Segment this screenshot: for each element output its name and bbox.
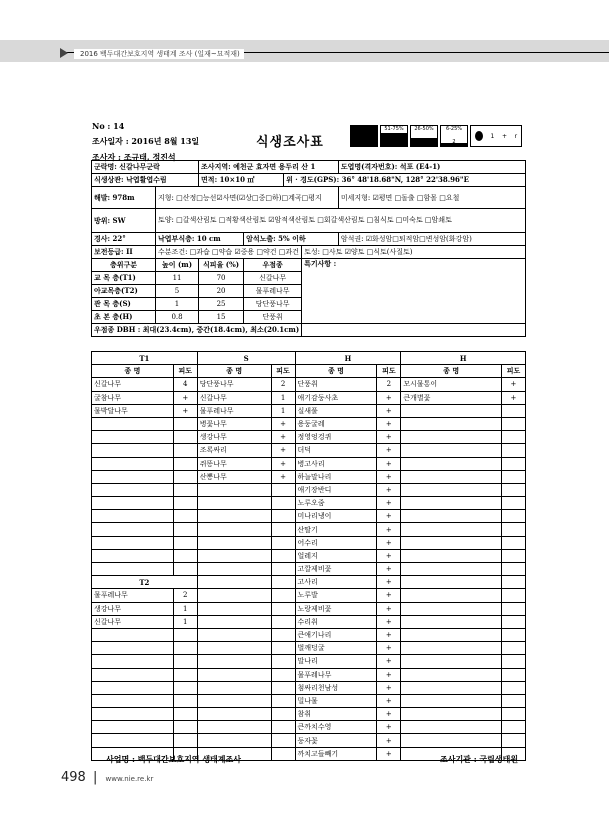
h1-species: 얼레지: [295, 549, 377, 562]
group-h1: H: [295, 352, 401, 365]
h1-species: 노루발: [295, 589, 377, 602]
layer-row: 관 목 층(S) 1 25 당단풍나무: [92, 298, 526, 311]
h1-cover: +: [377, 510, 401, 523]
h1-cover: +: [377, 628, 401, 641]
t1-cover: +: [173, 404, 197, 417]
h1-species: 까치고들빼기: [295, 747, 377, 760]
litter-depth: 낙엽부식층: 10 cm: [156, 233, 244, 246]
s-cover: 1: [271, 404, 295, 417]
table-row: [92, 431, 526, 444]
h1-cover: +: [377, 497, 401, 510]
cover-symbols: [470, 125, 522, 147]
h1-species: 단풍취: [295, 378, 377, 391]
site-info-table: [91, 160, 526, 337]
running-title: 2016 백두대간보호지역 생태계 조사 (일재~묘적재): [74, 49, 244, 59]
h1-cover: +: [377, 721, 401, 734]
cover-label-1: 1: [490, 132, 495, 140]
h1-cover: +: [377, 747, 401, 760]
dominant-dbh: 우점종 DBH : 최대(23.4cm), 중간(18.4cm), 최소(20.1cm): [92, 324, 302, 337]
col-species: 종 명: [295, 365, 377, 378]
table-row: [92, 721, 526, 734]
table-row: [92, 589, 526, 602]
scale-label: 51-75%: [384, 126, 404, 132]
h1-cover: +: [377, 391, 401, 404]
table-row: [92, 391, 526, 404]
slope: 경사: 22°: [92, 233, 156, 246]
remarks: 특기사항 :: [302, 259, 526, 324]
s-cover: +: [271, 417, 295, 430]
h1-species: 큰까치수영: [295, 721, 377, 734]
soil-type: 토양: □갈색산림토 □적황색산림토 ☑암적색산림토 □회갈색산림토 □침식토 □미숙토 □암쇄토: [156, 209, 526, 233]
s-species: 조록싸리: [197, 444, 271, 457]
h1-cover: +: [377, 536, 401, 549]
h1-species: 둥자꽃: [295, 734, 377, 747]
layer-header-height: 높이 (m): [156, 259, 199, 272]
header-marker-icon: [60, 48, 68, 58]
h1-cover: +: [377, 444, 401, 457]
altitude: 해발: 978m: [92, 187, 156, 209]
cover-label-r: r: [514, 132, 518, 140]
microterrain: 미세지형: ☑평면 □돌출 □함몰 □요철: [338, 187, 525, 209]
h1-cover: +: [377, 431, 401, 444]
s-cover: +: [271, 431, 295, 444]
h1-cover: +: [377, 708, 401, 721]
h1-species: 실새풀: [295, 404, 377, 417]
scale-box: [350, 125, 378, 147]
scale-box: [440, 125, 468, 147]
table-row: [92, 642, 526, 655]
col-cover: 피도: [377, 365, 401, 378]
protection-grade: 보전등급: II: [92, 246, 156, 259]
h1-species: 애기감둥사초: [295, 391, 377, 404]
t2-cover: 1: [173, 602, 197, 615]
table-row: [92, 404, 526, 417]
t1-species: 물박달나무: [92, 404, 174, 417]
location: 조사지역: 예천군 효자면 용두리 산 1: [199, 161, 339, 174]
s-species: 병꽃나무: [197, 417, 271, 430]
s-species: 산뽕나무: [197, 470, 271, 483]
col-species: 종 명: [92, 365, 174, 378]
table-row: [92, 444, 526, 457]
h1-species: 말나리: [295, 655, 377, 668]
table-row: [92, 576, 526, 589]
h1-cover: +: [377, 457, 401, 470]
t2-label: T2: [92, 576, 198, 589]
layer-header-dominant: 우점종: [244, 259, 302, 272]
gps-coordinates: 위 · 경도(GPS): 36° 48'18.68"N, 128° 22'38.96"E: [284, 174, 526, 187]
s-species: 생강나무: [197, 431, 271, 444]
h2-species: 큰개별꽃: [401, 391, 502, 404]
table-row: [92, 470, 526, 483]
t1-cover: 4: [173, 378, 197, 391]
col-species: 종 명: [197, 365, 271, 378]
species-table: [91, 351, 526, 761]
s-species: 물푸레나무: [197, 404, 271, 417]
s-cover: +: [271, 470, 295, 483]
scale-number: 5: [362, 139, 366, 145]
h1-cover: +: [377, 642, 401, 655]
layer-row: 초 본 층(H) 0.8 15 단풍취: [92, 311, 526, 324]
h1-cover: +: [377, 483, 401, 496]
h1-cover: +: [377, 417, 401, 430]
layer-row: 아교목층(T2) 5 20 물푸레나무: [92, 285, 526, 298]
scale-label: 6-25%: [445, 126, 463, 132]
scale-box: [380, 125, 408, 147]
table-row: [92, 602, 526, 615]
rock-exposure: 암석노출: 5% 이하: [244, 233, 339, 246]
h2-species: 모시물통이: [401, 378, 502, 391]
s-species: 쥐똥나무: [197, 457, 271, 470]
h1-species: 노랑제비꽃: [295, 602, 377, 615]
h1-species: 어수리: [295, 536, 377, 549]
survey-agency: 조사기관 : 국립생태원: [440, 754, 519, 764]
h1-cover: +: [377, 470, 401, 483]
h1-cover: +: [377, 589, 401, 602]
h1-species: 병고사리: [295, 457, 377, 470]
vegetation-phase: 식생상관: 낙엽활엽수림: [92, 174, 199, 187]
h1-cover: +: [377, 549, 401, 562]
h1-species: 산딸기: [295, 523, 377, 536]
h1-cover: 2: [377, 378, 401, 391]
survey-number: No : 14: [92, 121, 125, 131]
col-cover: 피도: [173, 365, 197, 378]
table-row: [92, 615, 526, 628]
scale-number: 2: [452, 139, 456, 145]
plot-area: 면적: 10×10 ㎡: [199, 174, 284, 187]
col-cover: 피도: [501, 365, 525, 378]
cover-scale-legend: [350, 125, 470, 147]
page-header: [0, 0, 609, 62]
soil-texture: 토성: □사토 ☑양토 □식토(사질토): [302, 246, 526, 259]
h1-cover: +: [377, 681, 401, 694]
h1-species: 정영엉겅퀴: [295, 431, 377, 444]
table-row: [92, 655, 526, 668]
table-row: [92, 668, 526, 681]
table-row: [92, 497, 526, 510]
h1-species: 벌깨덩굴: [295, 642, 377, 655]
site-url: www.nie.re.kr: [105, 775, 154, 783]
group-t1: T1: [92, 352, 198, 365]
table-row: [92, 536, 526, 549]
layer-header-division: 층위구분: [92, 259, 156, 272]
table-row: [92, 483, 526, 496]
s-species: 당단풍나무: [197, 378, 271, 391]
h1-cover: +: [377, 404, 401, 417]
s-cover: 2: [271, 378, 295, 391]
h1-species: 물푸레나무: [295, 668, 377, 681]
layer-header-cover: 식피율 (%): [199, 259, 244, 272]
page-number: 498: [61, 770, 86, 785]
h1-species: 고깔제비꽃: [295, 563, 377, 576]
scale-label: 26-50%: [414, 126, 434, 132]
h1-species: 더덕: [295, 444, 377, 457]
table-row: [92, 457, 526, 470]
col-cover: 피도: [271, 365, 295, 378]
h1-species: 하늘말나리: [295, 470, 377, 483]
h1-cover: +: [377, 523, 401, 536]
table-row: [92, 681, 526, 694]
scale-box: [410, 125, 438, 147]
h1-cover: +: [377, 615, 401, 628]
h1-species: 큰애기나리: [295, 628, 377, 641]
table-row: [92, 549, 526, 562]
h1-cover: +: [377, 655, 401, 668]
table-row: [92, 523, 526, 536]
h1-species: 미나리냉이: [295, 510, 377, 523]
t2-species: 신갈나무: [92, 615, 174, 628]
table-row: [92, 510, 526, 523]
t1-species: 신갈나무: [92, 378, 174, 391]
h1-species: 첨싸리천남성: [295, 681, 377, 694]
h1-cover: +: [377, 563, 401, 576]
cover-dot-icon: [475, 131, 483, 141]
group-s: S: [197, 352, 295, 365]
h1-species: 고사리: [295, 576, 377, 589]
h2-cover: +: [501, 391, 525, 404]
h1-cover: +: [377, 734, 401, 747]
scale-number: 3: [422, 139, 426, 145]
h1-cover: +: [377, 576, 401, 589]
h2-cover: +: [501, 378, 525, 391]
table-row: [92, 734, 526, 747]
group-h2: H: [401, 352, 526, 365]
s-cover: +: [271, 444, 295, 457]
table-row: [92, 708, 526, 721]
h1-species: 밀나물: [295, 694, 377, 707]
s-cover: 1: [271, 391, 295, 404]
t2-cover: 2: [173, 589, 197, 602]
scale-number: 4: [392, 139, 396, 145]
col-species: 종 명: [401, 365, 502, 378]
h1-cover: +: [377, 694, 401, 707]
table-row: [92, 563, 526, 576]
cover-label-plus: +: [501, 132, 507, 140]
h1-cover: +: [377, 602, 401, 615]
table-row: [92, 694, 526, 707]
h1-species: 애기장반디: [295, 483, 377, 496]
page-footer: 498 | www.nie.re.kr: [61, 770, 154, 785]
t2-species: 생강나무: [92, 602, 174, 615]
form-title: 식생조사표: [256, 135, 324, 150]
surveyor: 조사자 : 조규태, 정진석: [92, 152, 176, 162]
map-sheet: 도엽명(격자번호): 석포 (E4-1): [338, 161, 525, 174]
t1-cover: +: [173, 391, 197, 404]
s-cover: +: [271, 457, 295, 470]
h1-species: 노루오줌: [295, 497, 377, 510]
h1-species: 참취: [295, 708, 377, 721]
scale-label: 76-100%: [352, 126, 376, 132]
survey-date: 조사일자 : 2016년 8월 13일: [92, 136, 200, 146]
layer-row: 교 목 층(T1) 11 70 신갈나무: [92, 272, 526, 285]
h1-species: 수리취: [295, 615, 377, 628]
t1-species: 굴참나무: [92, 391, 174, 404]
h1-cover: +: [377, 668, 401, 681]
h1-species: 용둥굴레: [295, 417, 377, 430]
terrain: 지형: □산정□능선☑사면(☑상□중□하)□계곡□평지: [156, 187, 339, 209]
table-row: [92, 378, 526, 391]
community: 군락명: 신갈나무군락: [92, 161, 199, 174]
t2-species: 물푸레나무: [92, 589, 174, 602]
aspect: 방위: SW: [92, 209, 156, 233]
moisture: 수분조건: □과습 □약습 ☑중용 □약건 □과건: [156, 246, 302, 259]
t2-cover: 1: [173, 615, 197, 628]
table-row: [92, 628, 526, 641]
s-species: 신갈나무: [197, 391, 271, 404]
bedrock: 암석권: ☑화성암□퇴적암□변성암(화강암): [338, 233, 525, 246]
project-name: 사업명 : 백두대간보호지역 생태계조사: [106, 754, 241, 764]
table-row: [92, 417, 526, 430]
